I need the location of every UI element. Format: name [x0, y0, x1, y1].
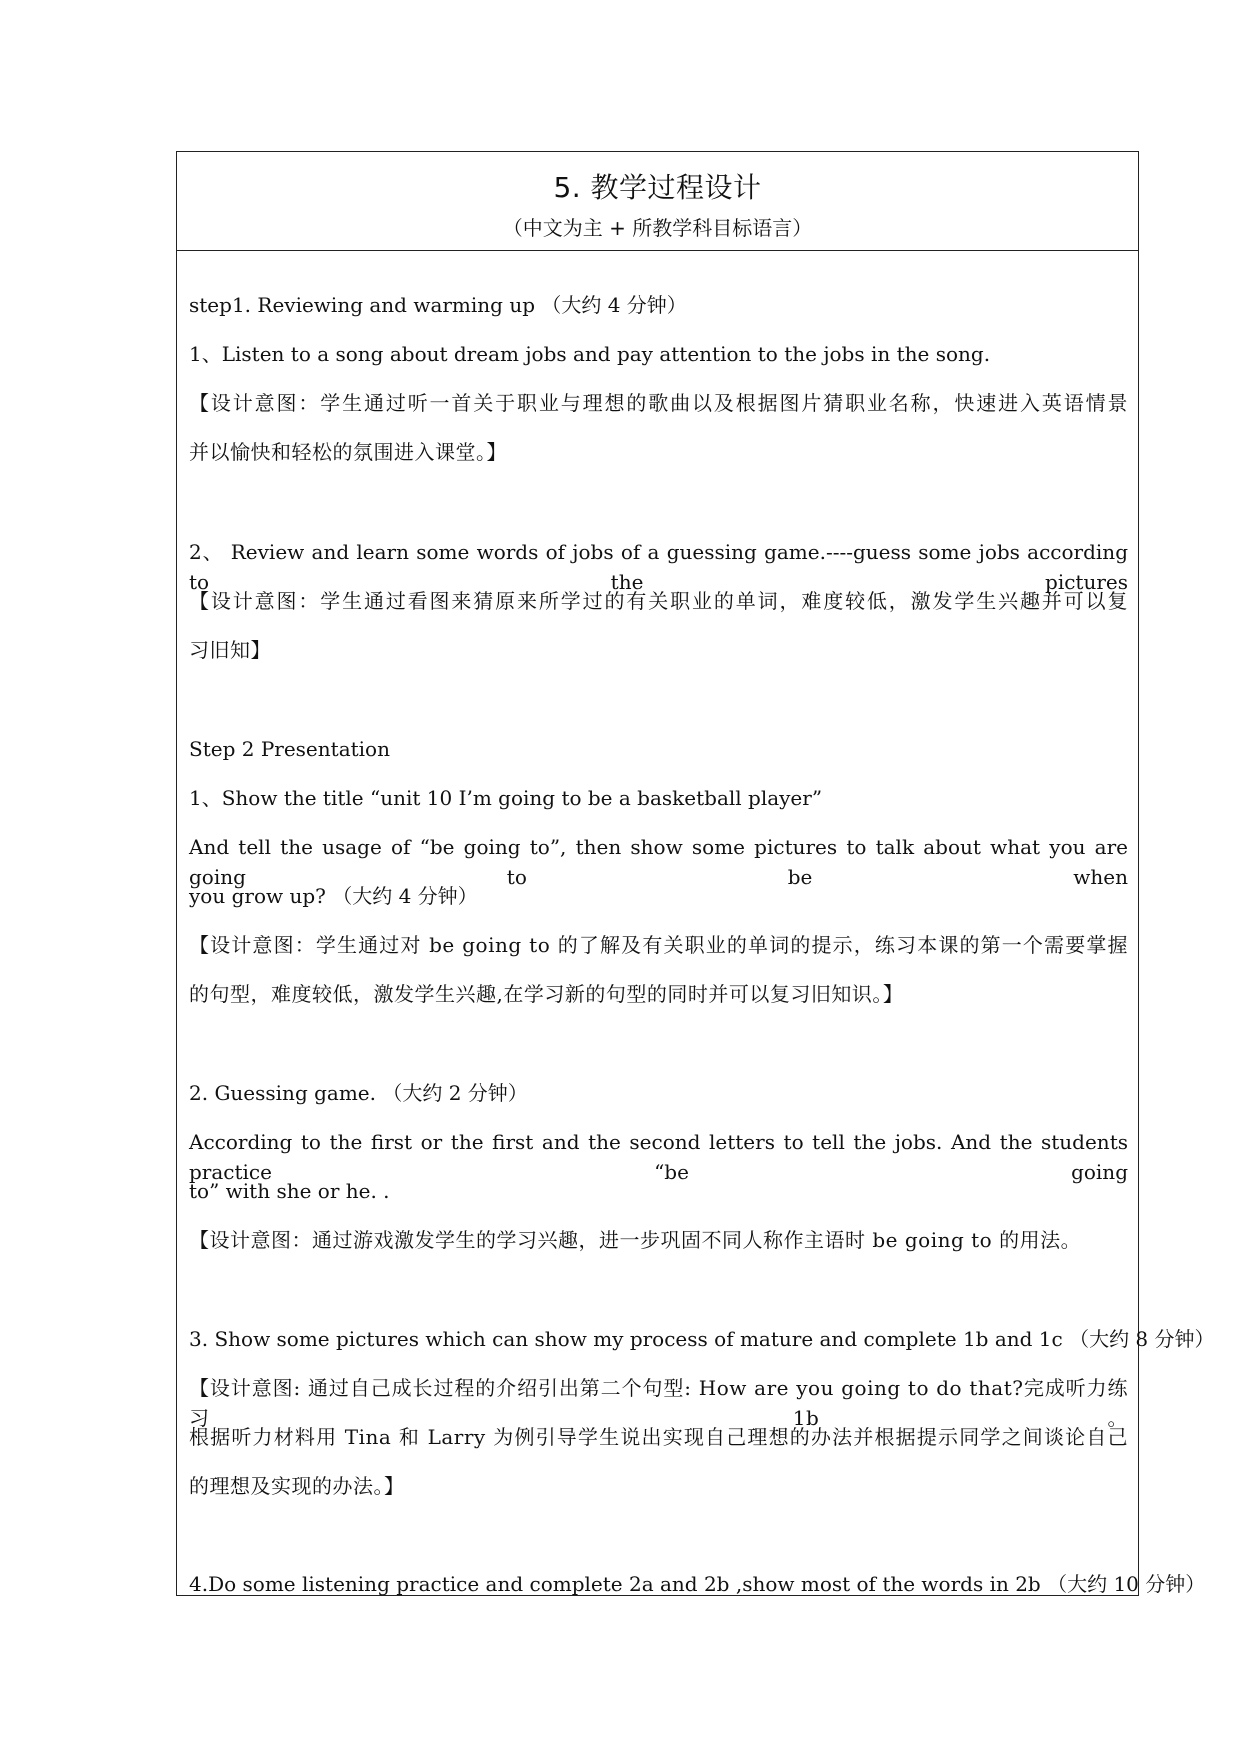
step2-item1-detail: And tell the usage of “be going to”, then show some pictures to talk about what you are going to be when — [189, 835, 1128, 889]
step2-item1-detail-cont: you grow up? （大约 4 分钟） — [189, 884, 478, 908]
design-intent-note-cont: 的句型，难度较低，激发学生兴趣,在学习新的句型的同时并可以复习旧知识。】 — [189, 982, 904, 1006]
step2-item2-detail: According to the first or the first and the second letters to tell the jobs. And the students practice “be going — [189, 1130, 1128, 1184]
step1-heading: step1. Reviewing and warming up （大约 4 分钟） — [189, 293, 687, 317]
step2-heading: Step 2 Presentation — [189, 737, 390, 761]
design-intent-note-cont: 并以愉快和轻松的氛围进入课堂。】 — [189, 440, 507, 464]
design-intent-note-cont: 习旧知】 — [189, 638, 271, 662]
section-subtitle: （中文为主 + 所教学科目标语言） — [502, 216, 813, 240]
section-title: 5. 教学过程设计 — [553, 171, 762, 204]
step2-item2-detail-cont: to” with she or he. . — [189, 1179, 390, 1203]
design-intent-note: 【设计意图：通过游戏激发学生的学习兴趣，进一步巩固不同人称作主语时 be going to 的用法。 — [189, 1228, 1082, 1252]
step2-item1: 1、Show the title “unit 10 I’m going to be a basketball player” — [189, 786, 823, 810]
lesson-plan-table — [176, 151, 1215, 1596]
step2-item2: 2. Guessing game. （大约 2 分钟） — [189, 1081, 528, 1105]
step2-item4: 4.Do some listening practice and complete 2a and 2b ,show most of the words in 2b （大约 10 分钟） — [189, 1572, 1206, 1596]
step1-item2: 2、 Review and learn some words of jobs of a guessing game.----guess some jobs according to the pictures — [189, 540, 1128, 594]
table-header — [177, 152, 1138, 251]
design-intent-note: 【设计意图: 通过自己成长过程的介绍引出第二个句型: How are you going to do that?完成听力练习 1b。 — [189, 1376, 1128, 1430]
step2-item3: 3. Show some pictures which can show my process of mature and complete 1b and 1c （大约 8 分钟） — [189, 1327, 1215, 1351]
design-intent-note: 【设计意图：学生通过看图来猜原来所学过的有关职业的单词，难度较低，激发学生兴趣并可以复 — [189, 589, 1128, 613]
design-intent-note: 【设计意图：学生通过听一首关于职业与理想的歌曲以及根据图片猜职业名称，快速进入英语情景 — [189, 391, 1128, 415]
design-intent-note-cont: 的理想及实现的办法。】 — [189, 1474, 405, 1498]
design-intent-note: 【设计意图：学生通过对 be going to 的了解及有关职业的单词的提示，练习本课的第一个需要掌握 — [189, 933, 1128, 957]
step1-item1: 1、Listen to a song about dream jobs and pay attention to the jobs in the song. — [189, 342, 991, 366]
design-intent-note-cont: 根据听力材料用 Tina 和 Larry 为例引导学生说出实现自己理想的办法并根据提示同学之间谈论自己 — [189, 1425, 1128, 1449]
